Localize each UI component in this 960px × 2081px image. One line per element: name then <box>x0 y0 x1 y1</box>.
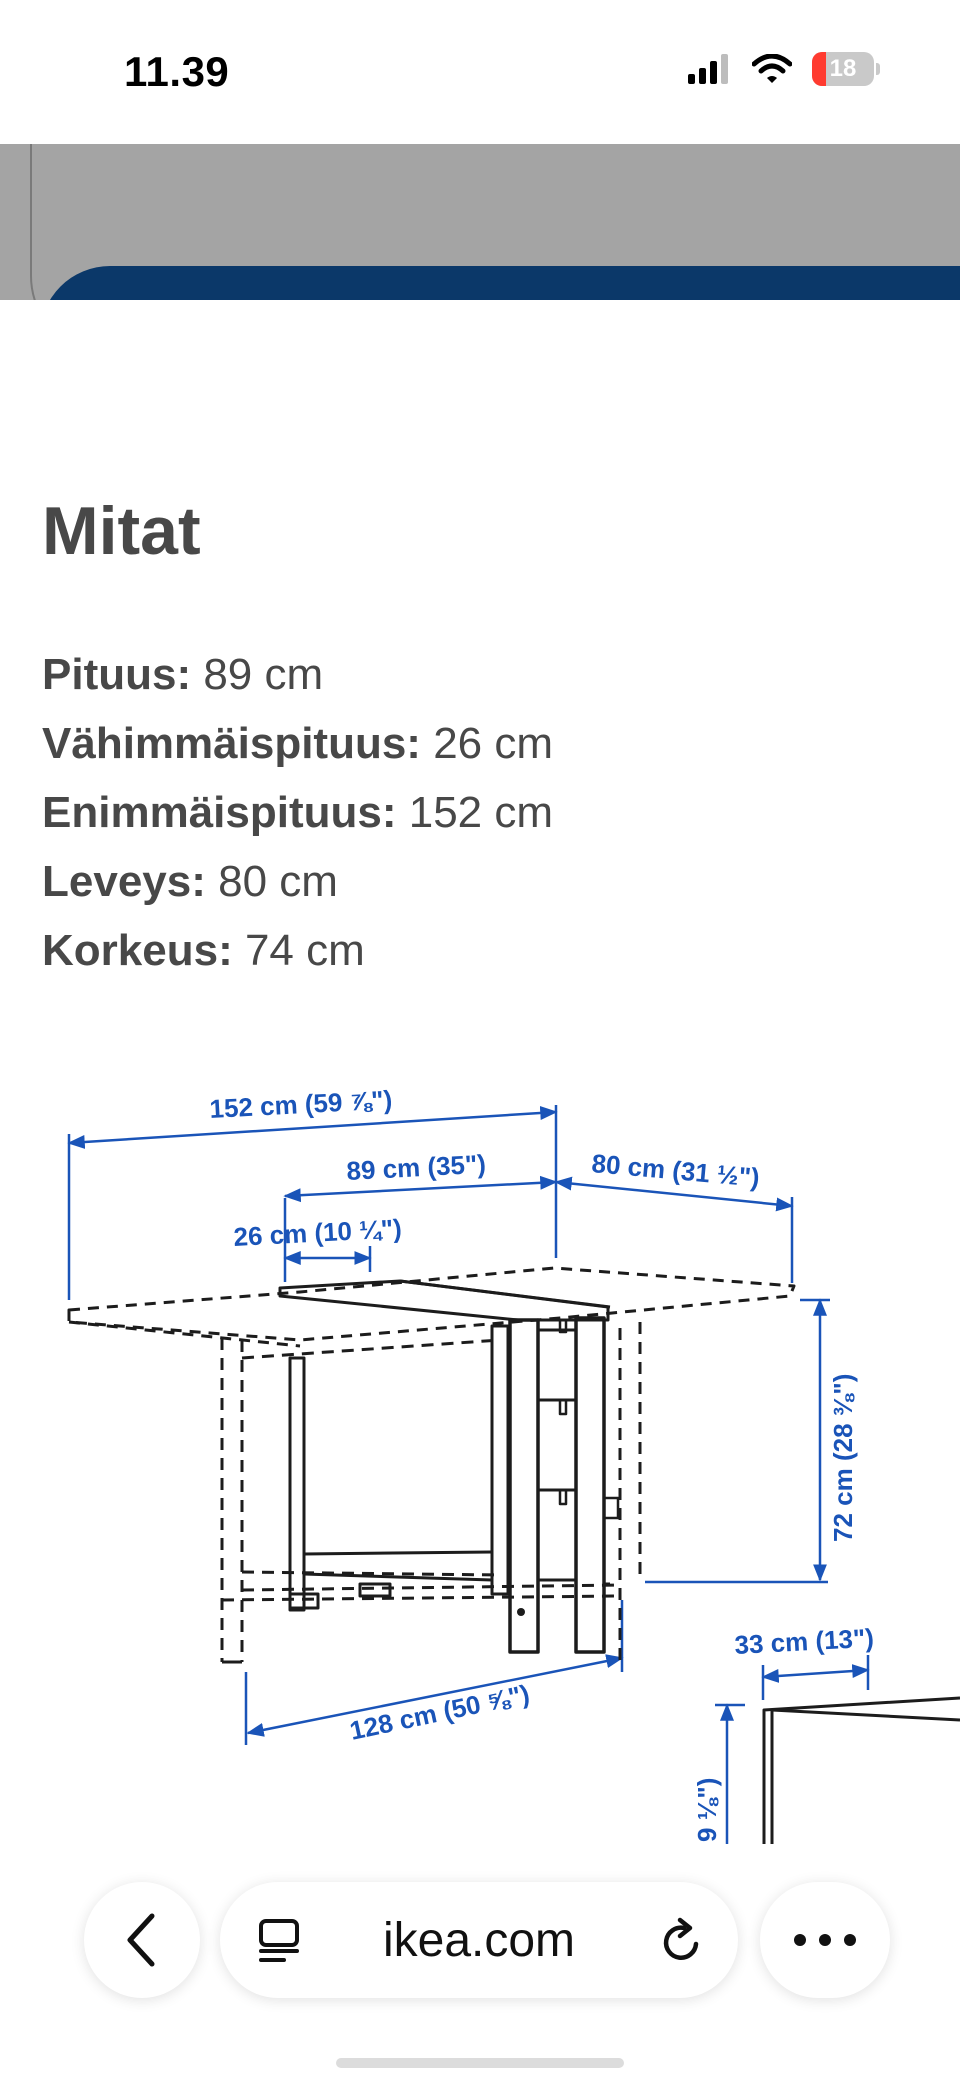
dimension-value: 74 cm <box>232 926 365 975</box>
home-indicator <box>336 2058 624 2068</box>
dimmed-page-overlay <box>0 144 960 300</box>
dimension-height <box>42 916 553 985</box>
section-title: Mitat <box>42 493 201 569</box>
dimension-label: Korkeus: <box>42 926 233 975</box>
dimension-label: Leveys: <box>42 857 206 906</box>
dimension-width <box>42 847 553 916</box>
width-label: 80 cm (31 ½") <box>590 1148 761 1193</box>
dimension-value: 152 cm <box>396 788 554 837</box>
dimension-length <box>42 640 553 709</box>
dimension-value: 89 cm <box>191 650 324 699</box>
more-icon <box>793 1933 857 1947</box>
dimension-label: Vähimmäispituus: <box>42 719 421 768</box>
battery-tip <box>876 63 880 75</box>
battery-icon <box>812 52 874 86</box>
drawer-height-label: 9 ⅛") <box>692 1777 722 1842</box>
max-length-label: 152 cm (59 ⅞") <box>208 1084 393 1124</box>
url-text[interactable]: ikea.com <box>382 1913 576 1967</box>
dimension-drawing <box>0 1060 960 1844</box>
dimension-min-length <box>42 709 553 778</box>
reload-icon[interactable] <box>658 1916 706 1966</box>
status-icons <box>688 52 880 86</box>
dimension-label: Enimmäispituus: <box>42 788 397 837</box>
browser-toolbar <box>0 1844 960 2081</box>
more-button[interactable] <box>760 1882 890 1998</box>
dimension-max-length <box>42 778 553 847</box>
back-icon <box>122 1912 162 1968</box>
clock: 11.39 <box>124 48 230 95</box>
dimension-labels <box>209 1084 875 1842</box>
base-length-label: 128 cm (50 ⅝") <box>347 1678 533 1746</box>
status-bar <box>0 0 960 144</box>
drawer-depth-label: 33 cm (13") <box>733 1622 875 1660</box>
dimension-value: 26 cm <box>420 719 554 768</box>
wifi-icon <box>752 54 792 84</box>
height-label: 72 cm (28 ⅜") <box>828 1373 858 1542</box>
table-illustration <box>69 1268 960 1844</box>
dimension-list <box>42 640 553 985</box>
length-label: 89 cm (35") <box>345 1148 487 1186</box>
back-button[interactable] <box>84 1882 200 1998</box>
tabs-icon[interactable] <box>256 1918 302 1964</box>
address-bar[interactable] <box>220 1882 738 1998</box>
dimension-value: 80 cm <box>205 857 338 906</box>
dimension-label: Pituus: <box>42 650 192 699</box>
signal-icon <box>688 54 732 84</box>
dimension-lines <box>69 1105 868 1844</box>
min-length-label: 26 cm (10 ¼") <box>232 1213 403 1252</box>
dimmed-blue-banner <box>40 266 960 300</box>
battery-level: 18 <box>829 55 857 82</box>
